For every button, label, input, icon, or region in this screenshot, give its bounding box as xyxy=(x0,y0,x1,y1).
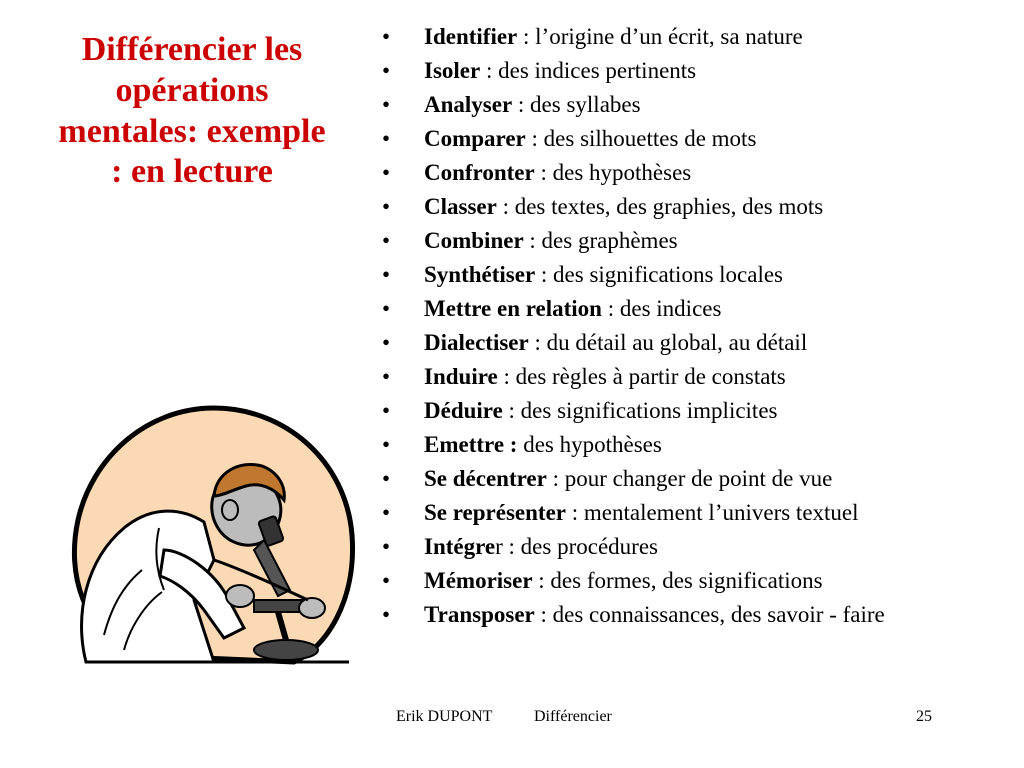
hand-right xyxy=(299,598,325,618)
bullet-icon: • xyxy=(382,92,391,117)
item-term: Dialectiser xyxy=(424,330,529,355)
list-item xyxy=(380,228,980,254)
bullet-icon: • xyxy=(382,398,391,423)
item-term: Confronter xyxy=(424,160,535,185)
list-item xyxy=(380,466,980,492)
list-item xyxy=(380,432,980,458)
item-term: Intégre xyxy=(424,534,496,559)
footer-subject: Différencier xyxy=(534,708,612,725)
bullet-icon: • xyxy=(382,466,391,491)
bullet-icon: • xyxy=(382,262,391,287)
item-text: : mentalement l’univers textuel xyxy=(566,500,859,525)
item-text: : l’origine d’un écrit, sa nature xyxy=(517,24,803,49)
slide-title: Différencier les opérations mentales: exemple : en lecture xyxy=(58,31,326,191)
list-item xyxy=(380,92,980,118)
item-text: : des hypothèses xyxy=(534,160,692,185)
list-item xyxy=(380,58,980,84)
item-text: des hypothèses xyxy=(517,432,662,457)
item-term: Identifier xyxy=(424,24,518,49)
bullet-icon: • xyxy=(382,364,391,389)
item-term: Induire xyxy=(424,364,498,389)
item-text: r : des procédures xyxy=(495,534,658,559)
list-item xyxy=(380,24,980,50)
list-item xyxy=(380,194,980,220)
item-text: : des indices pertinents xyxy=(480,58,697,83)
item-text: : des textes, des graphies, des mots xyxy=(496,194,824,219)
hand-left xyxy=(226,585,254,607)
item-text: : des règles à partir de constats xyxy=(497,364,786,389)
bullet-icon: • xyxy=(382,432,391,457)
item-term: Isoler xyxy=(424,58,481,83)
list-item xyxy=(380,568,980,594)
item-term: Classer xyxy=(424,194,497,219)
list-item xyxy=(380,500,980,526)
list-item xyxy=(380,602,980,628)
list-item xyxy=(380,262,980,288)
bullet-icon: • xyxy=(382,58,391,83)
list-item xyxy=(380,330,980,356)
item-text: : du détail au global, au détail xyxy=(528,330,808,355)
bullet-icon: • xyxy=(382,330,391,355)
operations-list xyxy=(380,24,980,636)
item-text: : des connaissances, des savoir - faire xyxy=(534,602,885,627)
scientist-microscope-illustration xyxy=(64,400,364,675)
list-item xyxy=(380,296,980,322)
microscope-base xyxy=(254,640,318,660)
bullet-icon: • xyxy=(382,126,391,151)
item-text: : des syllabes xyxy=(512,92,641,117)
list-item xyxy=(380,160,980,186)
bullet-icon: • xyxy=(382,228,391,253)
list-item xyxy=(380,534,980,560)
item-text: : des silhouettes de mots xyxy=(525,126,757,151)
item-term: Comparer xyxy=(424,126,526,151)
item-term: Emettre : xyxy=(424,432,518,457)
item-term: Mettre en relation xyxy=(424,296,602,321)
item-term: Mémoriser xyxy=(424,568,533,593)
item-text: : des formes, des significations xyxy=(532,568,823,593)
bullet-icon: • xyxy=(382,160,391,185)
bullet-icon: • xyxy=(382,568,391,593)
item-term: Se représenter xyxy=(424,500,566,525)
page-number: 25 xyxy=(916,708,932,725)
item-term: Synthétiser xyxy=(424,262,536,287)
item-text: : des indices xyxy=(601,296,722,321)
footer-author: Erik DUPONT xyxy=(396,708,493,725)
item-text: : pour changer de point de vue xyxy=(546,466,833,491)
item-term: Combiner xyxy=(424,228,524,253)
bullet-icon: • xyxy=(382,296,391,321)
item-term: Analyser xyxy=(424,92,513,117)
item-term: Déduire xyxy=(424,398,503,423)
list-item xyxy=(380,364,980,390)
list-item xyxy=(380,398,980,424)
item-text: : des significations implicites xyxy=(502,398,778,423)
item-text: : des significations locales xyxy=(535,262,784,287)
footer xyxy=(0,708,1024,730)
bullet-icon: • xyxy=(382,24,391,49)
bullet-icon: • xyxy=(382,500,391,525)
bullet-icon: • xyxy=(382,534,391,559)
item-term: Se décentrer xyxy=(424,466,547,491)
item-term: Transposer xyxy=(424,602,535,627)
bullet-icon: • xyxy=(382,602,391,627)
item-text: : des graphèmes xyxy=(523,228,678,253)
bullet-icon: • xyxy=(382,194,391,219)
list-item xyxy=(380,126,980,152)
